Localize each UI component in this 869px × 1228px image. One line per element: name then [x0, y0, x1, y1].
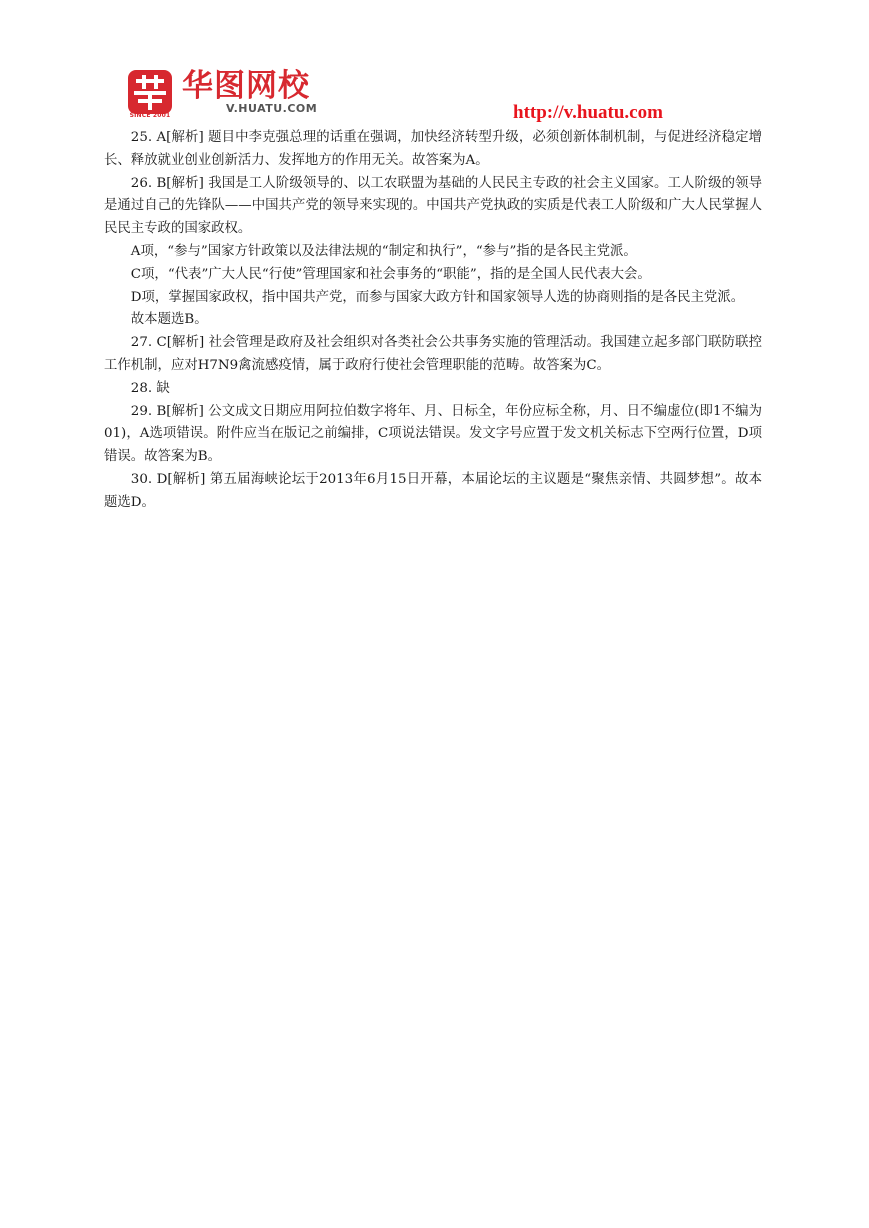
answer-30: 30. D[解析] 第五届海峡论坛于2013年6月15日开幕，本届论坛的主议题是“聚焦亲情、共圆梦想”。故本题选D。	[104, 471, 762, 510]
answer-29: 29. B[解析] 公文成文日期应用阿拉伯数字将年、月、日标全，年份应标全称，月、日不编虚位(即1不编为01)，A选项错误。附件应当在版记之前编排，C项说法错误。发文字号应置于发文机关标志下空两行位置，D项错误。故答案为B。	[104, 403, 762, 465]
answer-26-option-a: A项，“参与”国家方针政策以及法律法规的“制定和执行”，“参与”指的是各民主党派。	[130, 243, 637, 259]
answer-26-conclusion: 故本题选B。	[130, 312, 208, 328]
answer-27: 27. C[解析] 社会管理是政府及社会组织对各类社会公共事务实施的管理活动。我国建立起多部门联防联控工作机制，应对H7N9禽流感疫情，属于政府行使社会管理职能的范畴。故答案为C。	[104, 335, 762, 373]
answer-25: 25. A[解析] 题目中李克强总理的话重在强调，加快经济转型升级，必须创新体制机制，与促进经济稳定增长、释放就业创业创新活力、发挥地方的作用无关。故答案为A。	[104, 130, 762, 168]
logo-url-text: V.HUATU.COM	[226, 102, 318, 115]
answer-26: 26. B[解析] 我国是工人阶级领导的、以工农联盟为基础的人民民主专政的社会主义国家。工人阶级的领导是通过自己的先锋队——中国共产党的领导来实现的。中国共产党执政的实质是代表工人阶级和广大人民掌握人民民主专政的国家政权。	[104, 175, 762, 237]
logo-title: 华图网校	[182, 68, 310, 104]
huatu-logo-icon	[128, 70, 172, 114]
answer-26-option-d: D项，掌握国家政权，指中国共产党，而参与国家大政方针和国家领导人选的协商则指的是各民主党派。	[130, 289, 745, 305]
answer-28: 28. 缺	[130, 380, 170, 396]
site-link[interactable]: http://v.huatu.com	[513, 102, 663, 123]
answer-26-option-c: C项，“代表”广大人民“行使”管理国家和社会事务的“职能”，指的是全国人民代表大会。	[130, 266, 651, 282]
logo-since-text: SINCE 2001	[129, 112, 171, 119]
answer-explanations	[104, 127, 762, 515]
page-header	[128, 66, 748, 124]
